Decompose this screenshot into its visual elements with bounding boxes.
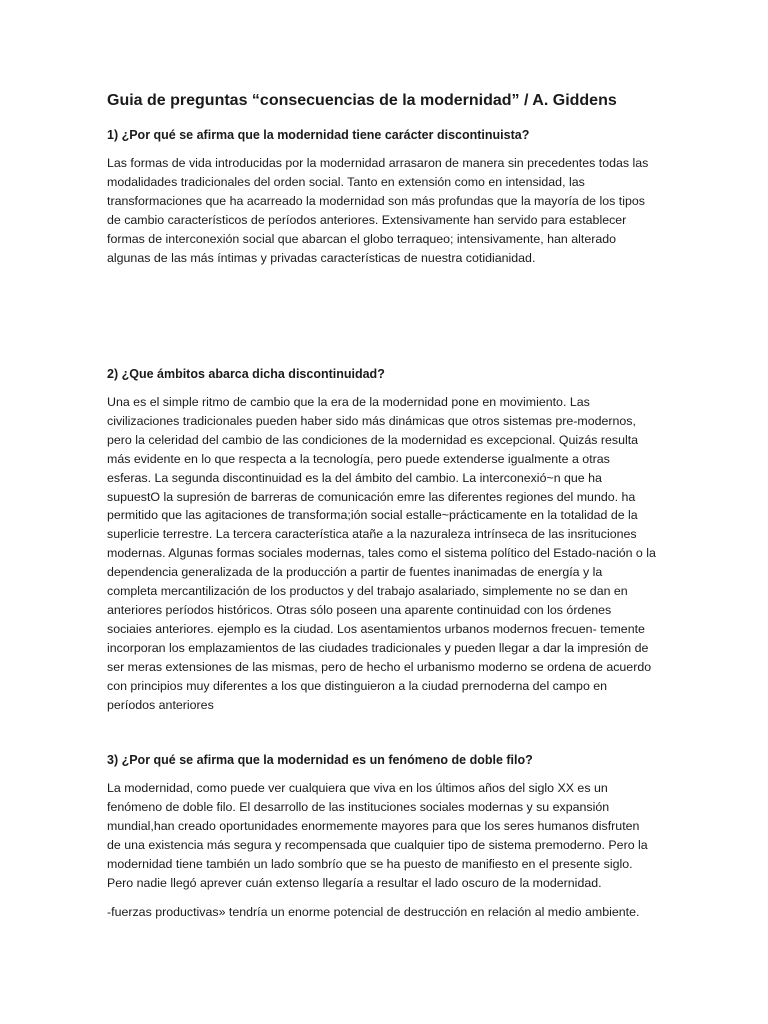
answer-2-line: incorporan los emplazamientos de las ciudades tradicionales y pueden llegar a dar la impresión de: [107, 640, 649, 655]
question-1: 1) ¿Por qué se afirma que la modernidad tiene carácter discontinuista?: [107, 128, 530, 142]
answer-2-line: con principios muy diferentes a los que distinguieron a la ciudad prernoderna del campo en: [107, 678, 608, 693]
answer-2-line: pero la celeridad del cambio de las condiciones de la modernidad es excepcional. Quizás resulta: [107, 432, 639, 447]
answer-2-line: períodos anteriores: [107, 697, 214, 712]
answer-3-extra-line: -fuerzas productivas» tendría un enorme potencial de destrucción en relación al medio ambiente.: [107, 905, 640, 919]
answer-1: [107, 154, 648, 267]
answer-3-line: mundial,han creado oportunidades enormemente mayores para que los seres humanos disfruten: [107, 818, 640, 833]
answer-2-line: esferas. La segunda discontinuidad es la del ámbito del cambio. La interconexió~n que ha: [107, 470, 602, 485]
question-2: 2) ¿Que ámbitos abarca dicha discontinuidad?: [107, 367, 385, 381]
answer-2-line: sociaies anteriores. ejemplo es la ciudad. Los asentamientos urbanos modernos frecuen- temente: [107, 621, 645, 636]
answer-3-line: La modernidad, como puede ver cualquiera que viva en los últimos años del siglo XX es un: [107, 781, 608, 795]
answer-3-line: fenómeno de doble filo. El desarrollo de las instituciones sociales modernas y su expansión: [107, 799, 610, 814]
answer-2-line: Una es el simple ritmo de cambio que la era de la modernidad pone en movimiento. Las: [107, 395, 590, 409]
answer-2-line: superlicie terrestre. La tercera característica atañe a la nazuraleza intrínseca de las insrituciones: [107, 527, 637, 542]
answer-1-line: Las formas de vida introducidas por la modernidad arrasaron de manera sin precedentes todas las: [107, 156, 649, 170]
answer-2-line: civilizaciones tradicionales pueden haber sido más dinámicas que otros sistemas pre-modernos,: [107, 413, 636, 428]
answer-2-line: ser meras extensiones de las mismas, pero de hecho el urbanismo moderno se ordena de acuerdo: [107, 659, 652, 674]
answer-2-line: más evidente en lo que respecta a la tecnología, pero puede extenderse igualmente a otras: [107, 451, 610, 466]
answer-3-extra: [107, 903, 639, 922]
answer-1-line: transformaciones que ha acarreado la modernidad son más profundas que la mayoría de los tipos: [107, 193, 645, 208]
answer-3-line: de una existencia más segura y recompensada que cualquier tipo de sistema premoderno. Pero la: [107, 837, 648, 852]
answer-3-line: modernidad tiene también un lado sombrío que se ha puesto de manifiesto en el presente siglo.: [107, 856, 633, 871]
answer-1-line: algunas de las más íntimas y privadas características de nuestra cotidianidad.: [107, 250, 536, 265]
answer-1-line: formas de interconexión social que abarcan el globo terraqueo; intensivamente, han alterado: [107, 231, 617, 246]
answer-2-line: completa mercantilización de los productos y del trabajo asalariado, simplemente no se dan en: [107, 584, 628, 599]
answer-2-line: anteriores períodos históricos. Otras sólo poseen una aparente continuidad con los órdenes: [107, 602, 612, 617]
question-3: 3) ¿Por qué se afirma que la modernidad es un fenómeno de doble filo?: [107, 753, 533, 767]
answer-2: [107, 393, 656, 714]
answer-3-line: Pero nadie llegó aprever cuán extenso llegaría a resultar el lado oscuro de la modernidad.: [107, 875, 602, 890]
answer-2-line: dependencia generalizada de la producción a partir de fuentes inanimadas de energía y la: [107, 565, 603, 580]
answer-1-line: de cambio característicos de períodos anteriores. Extensivamente han servido para establecer: [107, 212, 627, 227]
answer-1-line: modalidades tradicionales del orden social. Tanto en extensión como en intensidad, las: [107, 174, 585, 189]
answer-3: [107, 779, 648, 892]
document-title: Guia de preguntas “consecuencias de la modernidad” / A. Giddens: [107, 92, 617, 109]
answer-2-line: supuestO la supresión de barreras de comunicación emre las diferentes regiones del mundo. ha: [107, 489, 636, 504]
answer-2-line: modernas. Algunas formas sociales modernas, tales como el sistema político del Estado-nación o la: [107, 546, 656, 561]
answer-2-line: permitido que las agitaciones de transforma;ión social estalle~prácticamente en la totalidad de la: [107, 508, 638, 523]
